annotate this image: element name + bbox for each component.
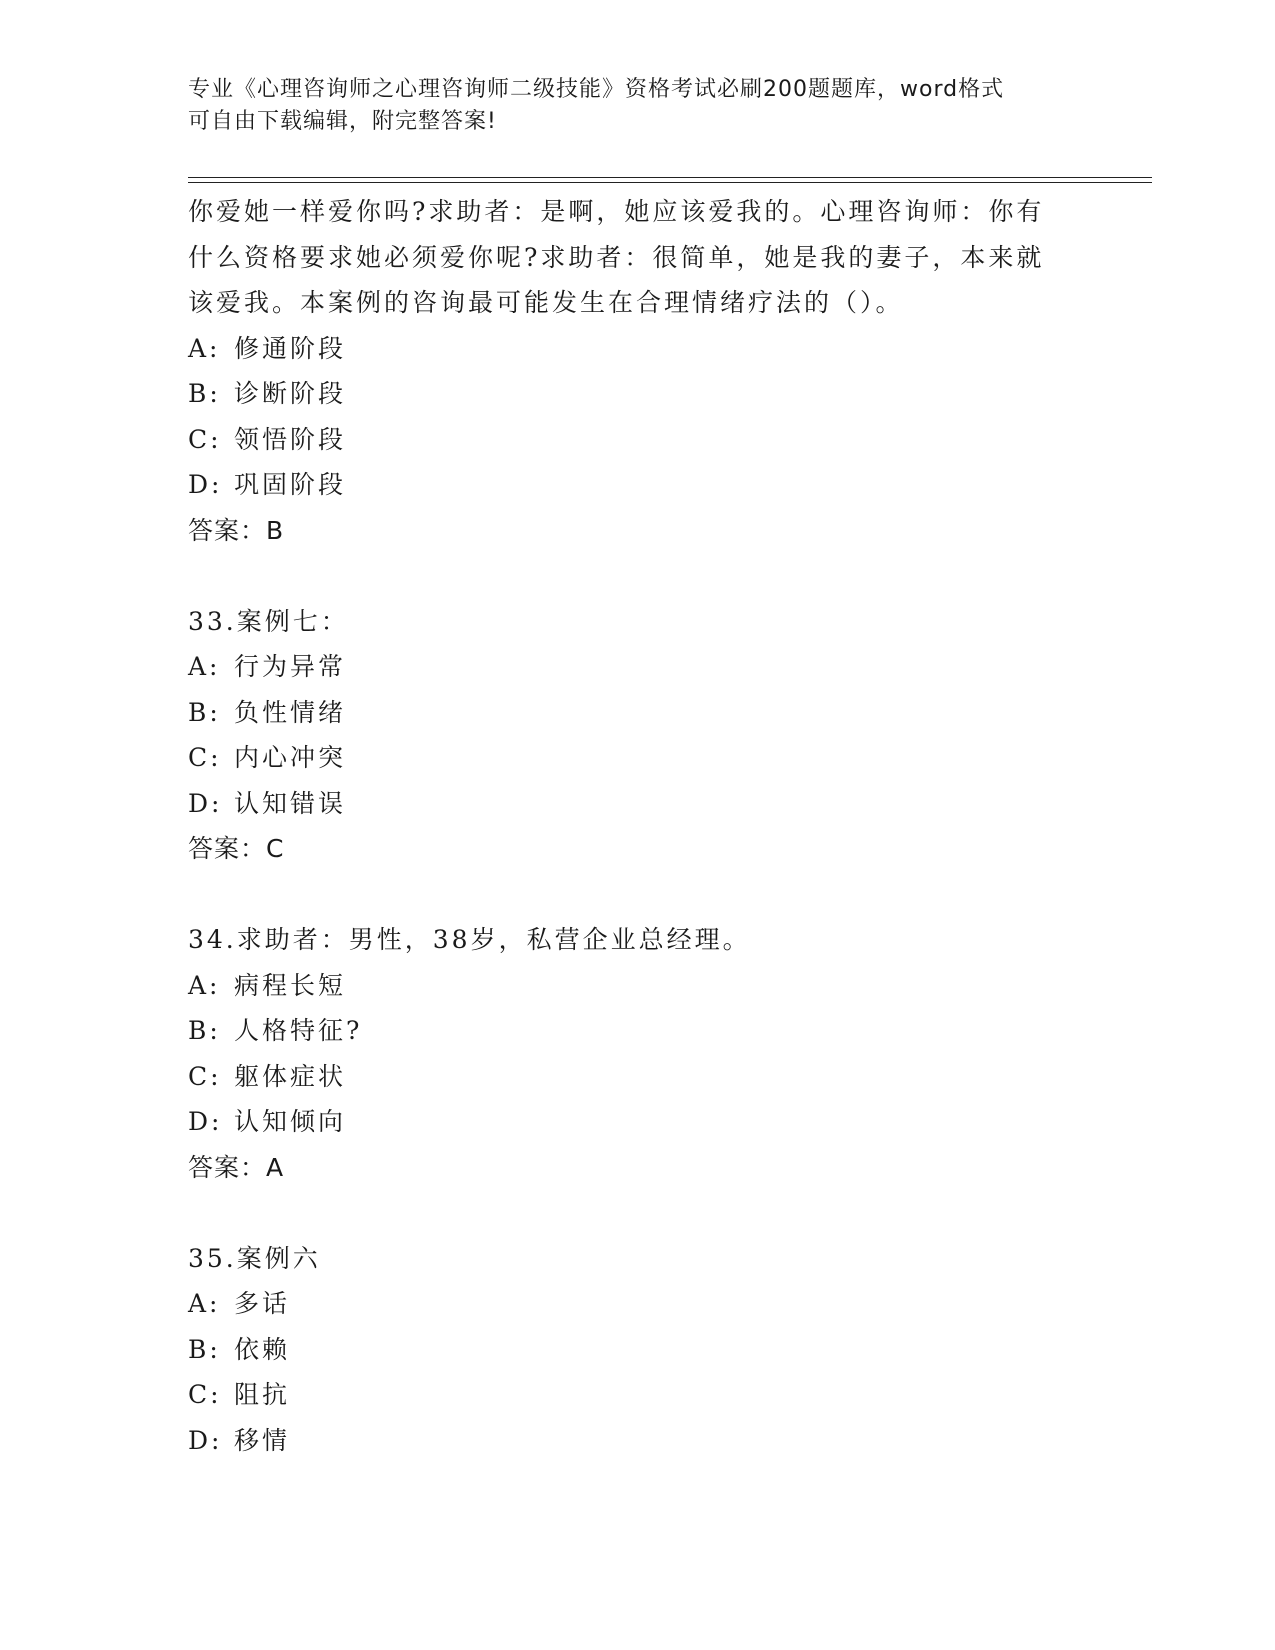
header-line-2: 可自由下载编辑，附完整答案! [188, 109, 497, 134]
option-text: 领悟阶段 [234, 424, 347, 454]
question-text-line: 该爱我。本案例的咨询最可能发生在合理情绪疗法的（）。 [188, 288, 904, 317]
question-block [188, 1236, 1128, 1464]
answer-line: 答案：C [188, 834, 285, 863]
question-stem: 33.案例七： [188, 606, 349, 636]
option-letter: A: [188, 652, 221, 681]
option-a [188, 1281, 1128, 1327]
option-text: 病程长短 [234, 970, 347, 1000]
option-letter: D: [188, 470, 223, 499]
option-text: 行为异常 [234, 652, 347, 681]
header-line-1: 专业《心理咨询师之心理咨询师二级技能》资格考试必刷200题题库，word格式 [188, 77, 1005, 102]
option-text: 阻抗 [234, 1380, 291, 1409]
header-divider-top [188, 177, 1152, 178]
option-letter: A: [188, 333, 221, 363]
option-letter: A: [188, 1289, 221, 1318]
answer-line: 答案：A [188, 1152, 285, 1182]
option-d [188, 781, 1128, 827]
option-letter: C: [188, 424, 222, 454]
option-text: 认知倾向 [234, 1107, 347, 1136]
option-letter: C: [188, 1061, 222, 1091]
option-b [188, 1327, 1128, 1373]
option-text: 依赖 [234, 1334, 291, 1364]
spacer [188, 553, 1128, 599]
option-b [188, 690, 1128, 736]
header-divider-bottom [188, 182, 1152, 183]
option-letter: C: [188, 743, 222, 772]
option-text: 认知错误 [234, 788, 347, 818]
option-letter: C: [188, 1380, 222, 1409]
option-letter: D: [188, 788, 223, 818]
option-a [188, 963, 1128, 1009]
spacer [188, 1190, 1128, 1236]
option-letter: B: [188, 1334, 221, 1364]
spacer [188, 872, 1128, 918]
option-c [188, 1054, 1128, 1100]
option-text: 修通阶段 [234, 333, 347, 363]
option-c [188, 417, 1128, 463]
document-body [188, 189, 1128, 1463]
option-letter: B: [188, 1016, 221, 1045]
option-c [188, 1372, 1128, 1418]
option-b [188, 371, 1128, 417]
option-text: 人格特征? [234, 1016, 363, 1045]
option-text: 巩固阶段 [234, 470, 347, 499]
question-block [188, 917, 1128, 1190]
option-text: 躯体症状 [234, 1061, 347, 1091]
option-b [188, 1008, 1128, 1054]
option-d [188, 1418, 1128, 1464]
answer-line: 答案：B [188, 515, 285, 545]
option-d [188, 462, 1128, 508]
question-stem: 35.案例六 [188, 1243, 321, 1273]
option-c [188, 735, 1128, 781]
question-text-line: 你爱她一样爱你吗?求助者：是啊，她应该爱我的。心理咨询师：你有 [188, 197, 1045, 226]
option-letter: B: [188, 379, 221, 408]
option-text: 移情 [234, 1425, 291, 1455]
option-letter: A: [188, 970, 221, 1000]
option-letter: D: [188, 1425, 223, 1455]
option-letter: D: [188, 1107, 223, 1136]
option-letter: B: [188, 697, 221, 727]
document-header [188, 74, 1068, 138]
option-text: 多话 [234, 1289, 291, 1318]
option-a [188, 326, 1128, 372]
option-a [188, 644, 1128, 690]
option-text: 诊断阶段 [234, 379, 347, 408]
question-block [188, 599, 1128, 872]
option-text: 内心冲突 [234, 743, 347, 772]
question-continued [188, 189, 1128, 553]
question-text-line: 什么资格要求她必须爱你呢?求助者：很简单，她是我的妻子，本来就 [188, 242, 1045, 272]
question-stem: 34.求助者：男性，38岁，私营企业总经理。 [188, 925, 751, 954]
option-text: 负性情绪 [234, 697, 347, 727]
option-d [188, 1099, 1128, 1145]
